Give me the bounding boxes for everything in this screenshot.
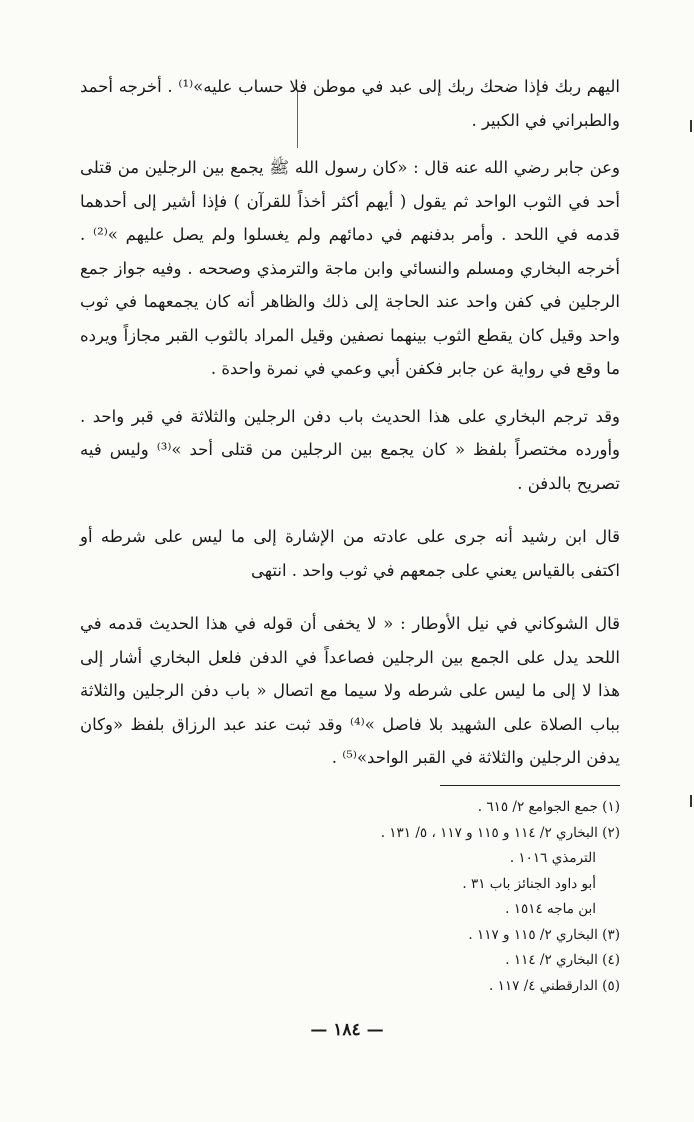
paragraph: وقد ترجم البخاري على هذا الحديث باب دفن الرجلين والثلاثة في قبر واحد . وأورده مختصراً بلفظ « كان يجمع بين الرجلين من قتلى أحد »⁽³⁾ وليس فيه تصريح بالدفن .	[80, 406, 621, 493]
main-text	[80, 70, 620, 775]
scan-edge-mark	[690, 120, 692, 132]
paragraph: وعن جابر رضي الله عنه قال : «كان رسول الله ﷺ يجمع بين الرجلين من قتلى أحد في الثوب الواحد ثم يقول ( أيهم أكثر أخذاً للقرآن ) فإذا أشير إلى أحدهما قدمه في اللحد . وأمر بدفنهم في دمائهم ولم يغسلوا ولم يصل عليهم »⁽²⁾ . أخرجه البخاري ومسلم والنسائي وابن ماجة والترمذي وصححه . وفيه جواز جمع الرجلين في كفن واحد عند الحاجة إلى ذلك والظاهر أنه كان يجمعهما في ثوب واحد وقيل كان يقطع الثوب بينهما نصفين وقيل المراد بالثوب القبر مجازاً ويرده ما وقع في رواية عن جابر فكفن أبي وعمي في نمرة واحدة .	[80, 158, 620, 378]
footnote-5: (٥) الدارقطني ٤/ ١١٧ .	[489, 977, 620, 994]
footnote-divider	[440, 785, 620, 786]
footnote-4: (٤) البخاري ٢/ ١١٤ .	[505, 952, 620, 968]
paragraph: قال الشوكاني في نيل الأوطار : « لا يخفى أن قوله في هذا الحديث قدمه في اللحد يدل على الجمع بين الرجلين فصاعداً في الدفن فلعل البخاري أشار إلى هذا لا إلى ما ليس على شرطه ولا سيما مع اتصال « باب دفن الرجلين والثلاثة بباب الصلاة على الشهيد بلا فاصل »⁽⁴⁾ وقد ثبت عند عبد الرزاق بلفظ «وكان يدفن الرجلين والثلاثة في القبر الواحد»⁽⁵⁾ .	[80, 614, 620, 767]
page-number: — ١٨٤ —	[310, 1020, 384, 1040]
footnote-1: (١) جمع الجوامع ٢/ ٦١٥ .	[477, 799, 620, 815]
footnote-2-abu-dawud: أبو داود الجنائز باب ٣١ .	[462, 875, 596, 892]
footnote-3: (٣) البخاري ٢/ ١١٥ و ١١٧ .	[468, 926, 620, 943]
scan-edge-mark	[690, 795, 692, 807]
paragraph: اليهم ربك فإذا ضحك ربك إلى عبد في موطن فلا حساب عليه»⁽¹⁾ . أخرجه أحمد والطبراني في الكبير .	[80, 77, 620, 130]
footnote-2: (٢) البخاري ٢/ ١١٤ و ١١٥ و ١١٧ ، ٥/ ١٣١ .	[380, 824, 620, 841]
footnotes	[240, 795, 620, 999]
footnote-2-ibn-majah: ابن ماجه ١٥١٤ .	[505, 901, 596, 917]
footnote-2-tirmidhi: الترمذي ١٠١٦ .	[509, 850, 596, 866]
paragraph: قال ابن رشيد أنه جرى على عادته من الإشارة إلى ما ليس على شرطه أو اكتفى بالقياس يعني على جمعهم في ثوب واحد . انتهى	[80, 527, 620, 580]
